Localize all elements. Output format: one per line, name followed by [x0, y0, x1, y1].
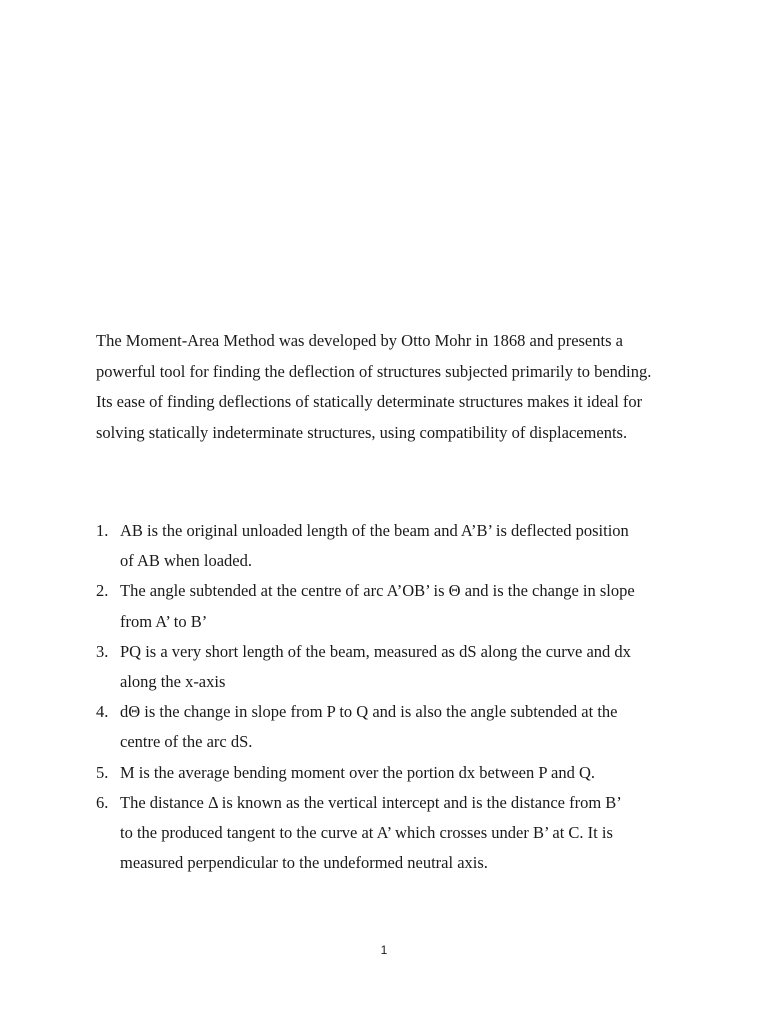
- list-item-line: M is the average bending moment over the portion dx between P and Q.: [120, 762, 596, 782]
- intro-line: solving statically indeterminate structures, using compatibility of displacements.: [96, 422, 628, 442]
- list-item-line: centre of the arc dS.: [120, 732, 253, 752]
- list-item-line: dΘ is the change in slope from P to Q and is also the angle subtended at the: [120, 702, 618, 722]
- list-item-line: PQ is a very short length of the beam, measured as dS along the curve and dx: [120, 641, 631, 661]
- list-item-line: from A’ to B’: [120, 611, 208, 631]
- list-item: [96, 697, 676, 757]
- intro-line: powerful tool for finding the deflection of structures subjected primarily to bending.: [96, 361, 652, 381]
- list-item: [96, 576, 676, 636]
- numbered-list: [96, 516, 676, 878]
- list-item-number: 2.: [96, 581, 109, 601]
- list-item-number: 6.: [96, 792, 109, 812]
- intro-line: The Moment-Area Method was developed by Otto Mohr in 1868 and presents a: [96, 331, 623, 350]
- list-item-line: along the x-axis: [120, 672, 226, 692]
- list-item-line: AB is the original unloaded length of the beam and A’B’ is deflected position: [120, 521, 629, 540]
- list-item-line: The angle subtended at the centre of arc A’OB’ is Θ and is the change in slope: [120, 581, 635, 601]
- list-item-line: measured perpendicular to the undeformed neutral axis.: [120, 853, 488, 873]
- page-number: 1: [380, 943, 388, 957]
- list-item: [96, 516, 676, 576]
- list-item: [96, 758, 676, 788]
- list-item-number: 4.: [96, 702, 109, 722]
- list-item-number: 5.: [96, 762, 109, 782]
- list-item-line: of AB when loaded.: [120, 551, 252, 571]
- intro-line: Its ease of finding deflections of statically determinate structures makes it ideal for: [96, 392, 643, 411]
- list-item-number: 3.: [96, 641, 109, 661]
- list-item: [96, 637, 676, 697]
- intro-paragraph: [96, 326, 676, 448]
- list-item-line: to the produced tangent to the curve at A’ which crosses under B’ at C. It is: [120, 823, 613, 843]
- list-item-line: The distance Δ is known as the vertical intercept and is the distance from B’: [120, 792, 622, 812]
- list-item: [96, 788, 676, 879]
- list-item-number: 1.: [96, 521, 109, 540]
